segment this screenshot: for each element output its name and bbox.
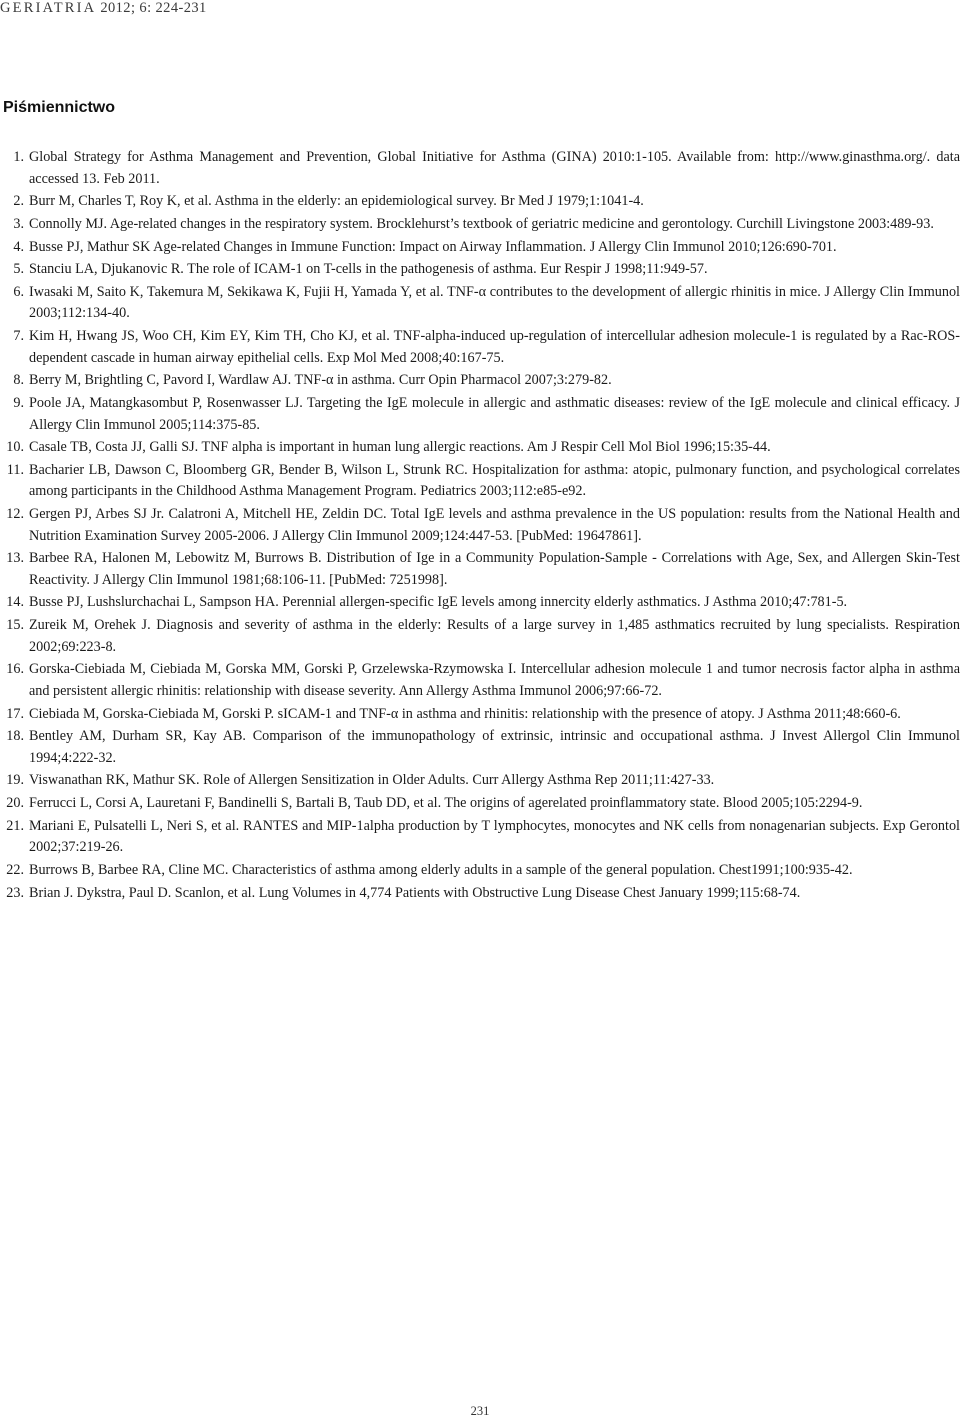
reference-text: Mariani E, Pulsatelli L, Neri S, et al. RANTES and MIP-1alpha production by T lymphocytes, monocytes and NK cells from nonagenarian subjects. Exp Gerontol 2002;37:219-26. bbox=[29, 817, 960, 856]
reference-text: Iwasaki M, Saito K, Takemura M, Sekikawa K, Fujii H, Yamada Y, et al. TNF-α contributes to the development of allergic rhinitis in mice. J Allergy Clin Immunol 2003;112:134-40. bbox=[29, 283, 960, 322]
reference-number: 3. bbox=[13, 215, 24, 232]
reference-text: Ferrucci L, Corsi A, Lauretani F, Bandinelli S, Bartali B, Taub DD, et al. The origins of agerelated proinflammatory state. Blood 2005;105:2294-9. bbox=[29, 795, 863, 812]
reference-text: Gergen PJ, Arbes SJ Jr. Calatroni A, Mitchell HE, Zeldin DC. Total IgE levels and asthma prevalence in the US population: results from the National Health and Nutrition Examination Survey 2005-2006. J Allergy Clin Immunol 2009;124:447-53. [PubMed: 19647861]. bbox=[29, 506, 960, 544]
reference-text: Ciebiada M, Gorska-Ciebiada M, Gorski P. sICAM-1 and TNF-α in asthma and rhinitis: relationship with the presence of atopy. J Asthma 2011;48:660-6. bbox=[29, 705, 901, 722]
reference-item bbox=[0, 147, 960, 190]
running-head bbox=[0, 0, 207, 17]
reference-number: 12. bbox=[6, 506, 24, 523]
reference-item bbox=[0, 615, 960, 658]
reference-item bbox=[0, 704, 960, 726]
reference-text: Berry M, Brightling C, Pavord I, Wardlaw AJ. TNF-α in asthma. Curr Opin Pharmacol 2007;3:279-82. bbox=[29, 372, 612, 389]
reference-item bbox=[0, 726, 960, 769]
reference-item bbox=[0, 393, 960, 436]
reference-item bbox=[0, 793, 960, 815]
reference-text: Brian J. Dykstra, Paul D. Scanlon, et al. Lung Volumes in 4,774 Patients with Obstructive Lung Disease Chest January 1999;115:68-74. bbox=[29, 884, 801, 901]
reference-item bbox=[0, 437, 960, 459]
reference-number: 1. bbox=[13, 149, 24, 165]
reference-number: 20. bbox=[6, 795, 24, 812]
reference-item bbox=[0, 860, 960, 882]
reference-number: 2. bbox=[13, 193, 24, 210]
reference-text: Bentley AM, Durham SR, Kay AB. Comparison of the immunopathology of extrinsic, intrinsic and occupational asthma. J Invest Allergol Clin Immunol 1994;4:222-32. bbox=[29, 728, 960, 766]
reference-item bbox=[0, 282, 960, 325]
reference-text: Stanciu LA, Djukanovic R. The role of ICAM-1 on T-cells in the pathogenesis of asthma. Eur Respir J 1998;11:949-57. bbox=[29, 261, 708, 278]
reference-number: 8. bbox=[13, 372, 24, 389]
reference-item bbox=[0, 370, 960, 392]
reference-number: 19. bbox=[6, 772, 24, 789]
section-title: Piśmiennictwo bbox=[3, 99, 116, 116]
reference-number: 10. bbox=[6, 439, 24, 456]
reference-item bbox=[0, 592, 960, 614]
reference-text: Poole JA, Matangkasombut P, Rosenwasser LJ. Targeting the IgE molecule in allergic and asthmatic diseases: review of the IgE molecule and clinical efficacy. J Allergy Clin Immunol 2005;114:375-85. bbox=[29, 395, 960, 433]
reference-number: 23. bbox=[6, 884, 24, 901]
reference-text: Viswanathan RK, Mathur SK. Role of Allergen Sensitization in Older Adults. Curr Allergy Asthma Rep 2011;11:427-33. bbox=[29, 772, 715, 789]
reference-number: 13. bbox=[6, 550, 24, 567]
reference-number: 9. bbox=[13, 395, 24, 411]
reference-item bbox=[0, 883, 960, 905]
journal-citation: 2012; 6: 224-231 bbox=[100, 0, 207, 16]
reference-number: 22. bbox=[6, 861, 24, 878]
reference-number: 11. bbox=[6, 461, 24, 478]
reference-item bbox=[0, 237, 960, 259]
reference-item bbox=[0, 214, 960, 236]
page-number: 231 bbox=[470, 1404, 490, 1418]
reference-text: Zureik M, Orehek J. Diagnosis and severity of asthma in the elderly: Results of a large survey in 1,485 asthmatics recruited by lung specialists. Respiration 2002;69:223-8. bbox=[29, 617, 960, 655]
reference-number: 21. bbox=[6, 817, 24, 834]
journal-name: GERIATRIA bbox=[0, 0, 97, 16]
reference-number: 18. bbox=[6, 728, 24, 745]
reference-item bbox=[0, 659, 960, 702]
reference-number: 14. bbox=[6, 594, 24, 611]
reference-text: Kim H, Hwang JS, Woo CH, Kim EY, Kim TH, Cho KJ, et al. TNF-alpha-induced up-regulation of intercellular adhesion molecule-1 is regulated by a Rac-ROS-dependent cascade in human airway epithelial cells. Exp Mol Med 2008;40:167-75. bbox=[29, 328, 960, 366]
reference-number: 15. bbox=[6, 617, 24, 634]
reference-item bbox=[0, 326, 960, 369]
reference-item bbox=[0, 816, 960, 859]
reference-text: Gorska-Ciebiada M, Ciebiada M, Gorska MM, Gorski P, Grzelewska-Rzymowska I. Intercellular adhesion molecule 1 and tumor necrosis factor alpha in asthma and persistent allergic rhinitis: relationship with disease severity. Ann Allergy Asthma Immunol 2006;97:66-72. bbox=[29, 661, 960, 699]
reference-text: Burr M, Charles T, Roy K, et al. Asthma in the elderly: an epidemiological survey. Br Med J 1979;1:1041-4. bbox=[29, 193, 644, 210]
reference-text: Busse PJ, Mathur SK Age-related Changes in Immune Function: Impact on Airway Inflammation. J Allergy Clin Immunol 2010;126:690-701. bbox=[29, 238, 837, 255]
reference-number: 16. bbox=[6, 661, 24, 678]
reference-number: 4. bbox=[13, 238, 24, 255]
reference-text: Bacharier LB, Dawson C, Bloomberg GR, Bender B, Wilson L, Strunk RC. Hospitalization for asthma: atopic, pulmonary function, and psychological correlates among participants in the Childhood Asthma Management Program. Pediatrics 2003;112:e85-e92. bbox=[29, 461, 960, 500]
reference-item bbox=[0, 770, 960, 792]
reference-text: Connolly MJ. Age-related changes in the respiratory system. Brocklehurst’s textbook of geriatric medicine and gerontology. Curchill Livingstone 2003:489-93. bbox=[29, 215, 934, 232]
reference-list bbox=[0, 147, 960, 905]
reference-text: Busse PJ, Lushslurchachai L, Sampson HA. Perennial allergen-specific IgE levels among innercity elderly asthmatics. J Asthma 2010;47:781-5. bbox=[29, 594, 848, 611]
reference-number: 5. bbox=[13, 261, 24, 278]
reference-number: 17. bbox=[6, 705, 24, 722]
reference-text: Casale TB, Costa JJ, Galli SJ. TNF alpha is important in human lung allergic reactions. Am J Respir Cell Mol Biol 1996;15:35-44. bbox=[29, 439, 771, 456]
reference-text: Barbee RA, Halonen M, Lebowitz M, Burrows B. Distribution of Ige in a Community Population-Sample - Correlations with Age, Sex, and Allergen Skin-Test Reactivity. J Allergy Clin Immunol 1981;68:106-11. [PubMed: 7251998]. bbox=[29, 550, 960, 588]
reference-number: 7. bbox=[13, 328, 24, 345]
reference-text: Global Strategy for Asthma Management and Prevention, Global Initiative for Asthma (GINA) 2010:1-105. Available from: http://www.ginasthma.org/. data accessed 13. Feb 2011. bbox=[29, 149, 960, 187]
reference-item bbox=[0, 548, 960, 591]
reference-item bbox=[0, 460, 960, 503]
reference-text: Burrows B, Barbee RA, Cline MC. Characteristics of asthma among elderly adults in a sample of the general population. Chest1991;100:935-42. bbox=[29, 861, 853, 878]
reference-number: 6. bbox=[13, 283, 24, 300]
reference-item bbox=[0, 504, 960, 547]
reference-item bbox=[0, 259, 960, 281]
reference-item bbox=[0, 191, 960, 213]
